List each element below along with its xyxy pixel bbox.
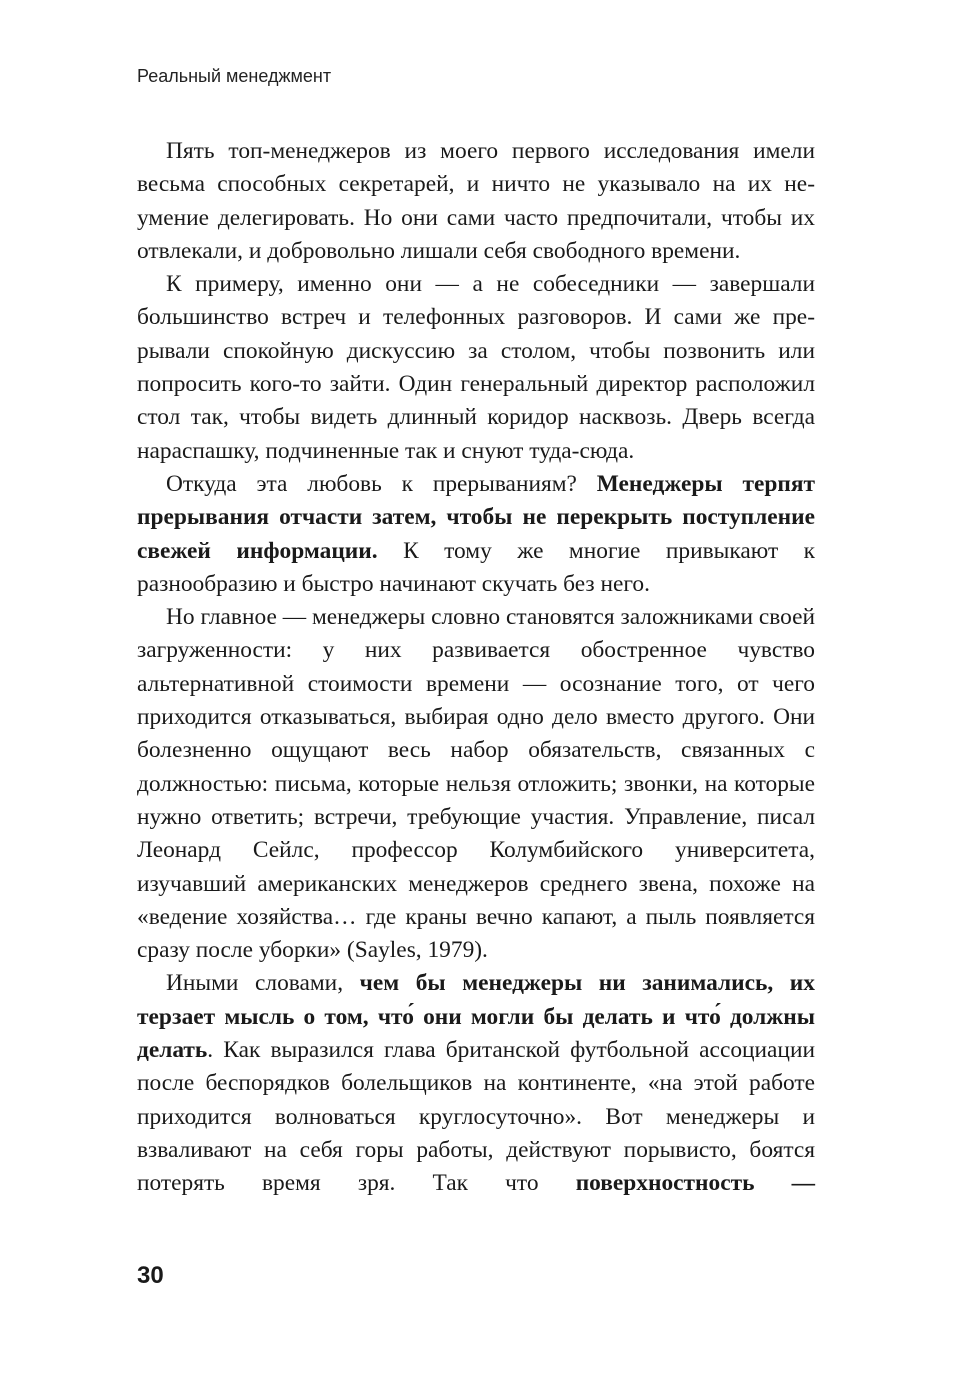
page-number: 30: [137, 1262, 164, 1289]
paragraph-text: Пять топ-менеджеров из моего первого исследования имели весьма способных секретарей, и ничто не указывало на их неумение делегировать. Но они сами часто предпочитали, чтобы их отвлекали, и добровольно лишали себя свободного времени.: [137, 138, 815, 264]
emphasis-text: Менеджеры терпят прерывания отчасти затем, чтобы не перекрыть поступление свежей информации.: [137, 470, 815, 564]
paragraph: [137, 268, 815, 468]
paragraph-text: К тому же многие привыкают к разнообразию и быстро начинают скучать без него.: [137, 537, 815, 597]
paragraph: [137, 468, 815, 601]
paragraph: [137, 601, 815, 967]
emphasis-text: поверхностность —: [575, 1170, 815, 1197]
paragraph-text: К примеру, именно они — а не собеседники — завершали большинство встреч и телефонных разговоров. И сами же прерывали спокойную дискуссию за столом, чтобы позвонить или попросить кого-то зайти. Один генеральный директор расположил стол так, чтобы видеть длинный коридор насквозь. Дверь всегда нараспашку, подчиненные так и снуют туда-сюда.: [137, 271, 815, 464]
paragraph-text: Иными словами,: [166, 970, 360, 997]
body-text: [137, 135, 815, 1201]
paragraph: [137, 135, 815, 268]
paragraph-text: . Как выразился глава британской футбольной ассоциации после беспорядков болельщиков на континенте, «на этой работе приходится волноваться круглосуточно». Вот менеджеры и взваливают на себя горы работы, действуют порывисто, боятся потерять время зря. Так что: [137, 1037, 815, 1197]
paragraph: [137, 967, 815, 1200]
paragraph-text: Но главное — менеджеры словно становятся заложниками своей загруженности: у них развивается обостренное чувство альтернативной стоимости времени — осознание того, от чего приходится отказываться, выбирая одно дело вместо другого. Они болезненно ощущают весь набор обязательств, связанных с должностью: письма, которые нельзя отложить; звонки, на которые нужно ответить; встречи, требующие участия. Управление, писал Леонард Сейлс, профессор Колумбийского университета, изучавший американских менеджеров среднего звена, похоже на «ведение хозяйства… где краны вечно капают, а пыль появляется сразу после уборки» (Sayles, 1979).: [137, 604, 815, 964]
emphasis-text: чем бы менеджеры ни занимались, их терзает мысль о том, что́ они могли бы делать и что́ должны делать: [137, 970, 815, 1064]
running-title: Реальный менеджмент: [137, 66, 332, 86]
paragraph-text: Откуда эта любовь к прерываниям?: [166, 470, 597, 497]
